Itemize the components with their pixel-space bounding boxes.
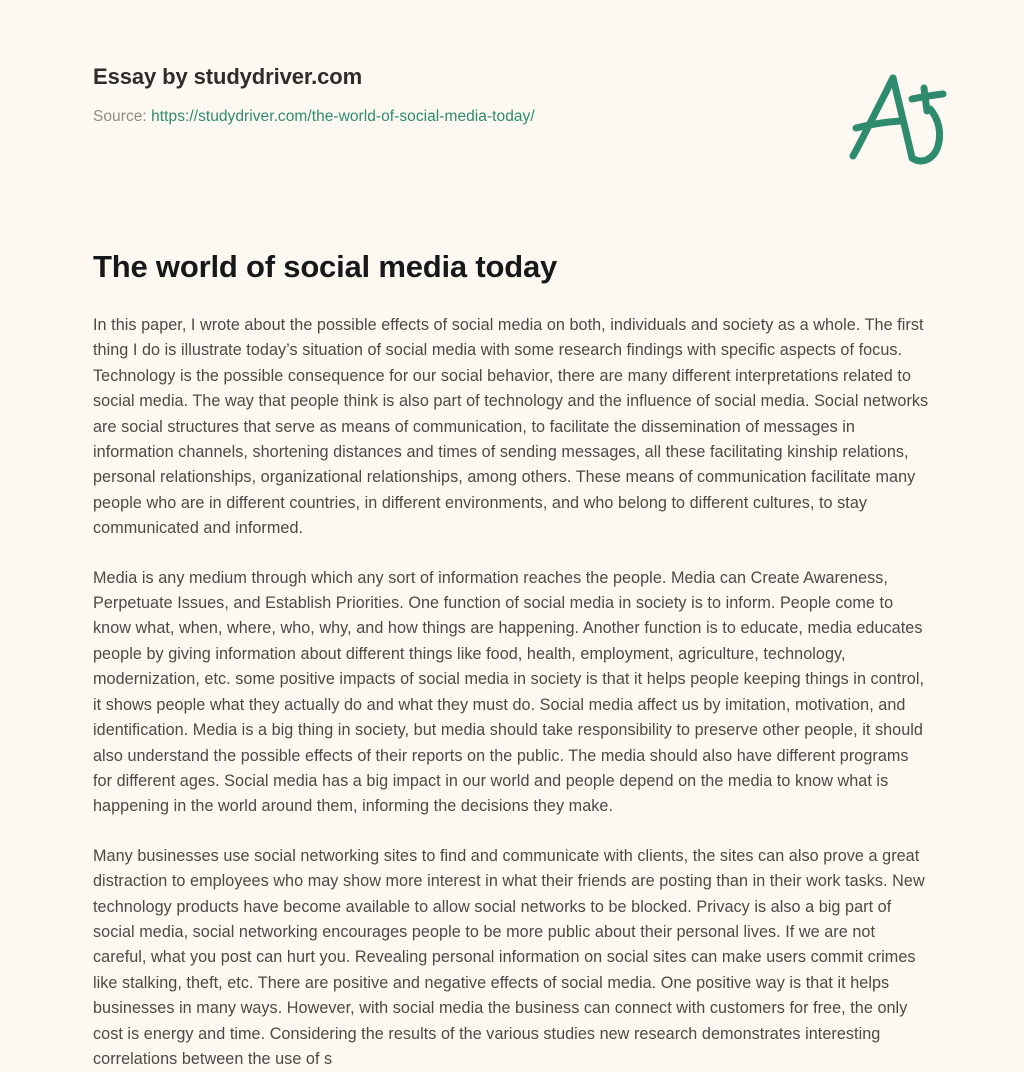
source-line <box>93 106 944 128</box>
essay-byline: Essay by studydriver.com <box>93 64 363 89</box>
a-plus-logo-icon <box>842 66 952 170</box>
source-label: Source: <box>93 108 147 125</box>
paragraph-2: Media is any medium through which any sort of information reaches the people. Media can Create Awareness, Perpetuate Issues, and Establish Priorities. One function of social media in society is to inform. People come to know what, when, where, who, why, and how things are happening. Another function is to educate, media educates people by giving information about different things like food, health, employment, agriculture, technology, modernization, etc. some positive impacts of social media in society is that it helps people keeping things in control, it shows people what they actually do and what they must do. Social media affect us by imitation, motivation, and identification. Media is a big thing in society, but media should take responsibility to preserve other people, it should also understand the possible effects of their reports on the public. The media should also have different programs for different ages. Social media has a big impact in our world and people depend on the media to know what is happening in the world around them, informing the decisions they make. <box>93 568 925 816</box>
page-header <box>93 62 944 128</box>
page-title: The world of social media today <box>93 249 558 284</box>
paragraph-3: Many businesses use social networking sites to find and communicate with clients, the sites can also prove a great distraction to employees who may show more interest in what their friends are posting than in their work tasks. New technology products have become available to allow social networks to be blocked. Privacy is also a big part of social media, social networking encourages people to be more public about their personal lives. If we are not careful, what you post can hurt you. Revealing personal information on social sites can make users commit crimes like stalking, theft, etc. There are positive and negative effects of social media. One positive way is that it helps businesses in many ways. However, with social media the business can connect with customers for free, the only cost is energy and time. Considering the results of the various studies new research demonstrates interesting correlations between the use of s <box>93 846 925 1068</box>
essay-body <box>93 313 931 1072</box>
paragraph-1: In this paper, I wrote about the possible effects of social media on both, individuals and society as a whole. The first thing I do is illustrate today’s situation of social media with some research findings with specific aspects of focus. Technology is the possible consequence for our social behavior, there are many different interpretations related to social media. The way that people think is also part of technology and the influence of social media. Social networks are social structures that serve as means of communication, to facilitate the dissemination of messages in information channels, shortening distances and times of sending messages, all these facilitating kinship relations, personal relationships, organizational relationships, among others. These means of communication facilitate many people who are in different countries, in different environments, and who belong to different cultures, to stay communicated and informed. <box>93 316 929 538</box>
source-url-link[interactable]: https://studydriver.com/the-world-of-social-media-today/ <box>151 108 535 125</box>
a-plus-logo <box>842 66 952 170</box>
